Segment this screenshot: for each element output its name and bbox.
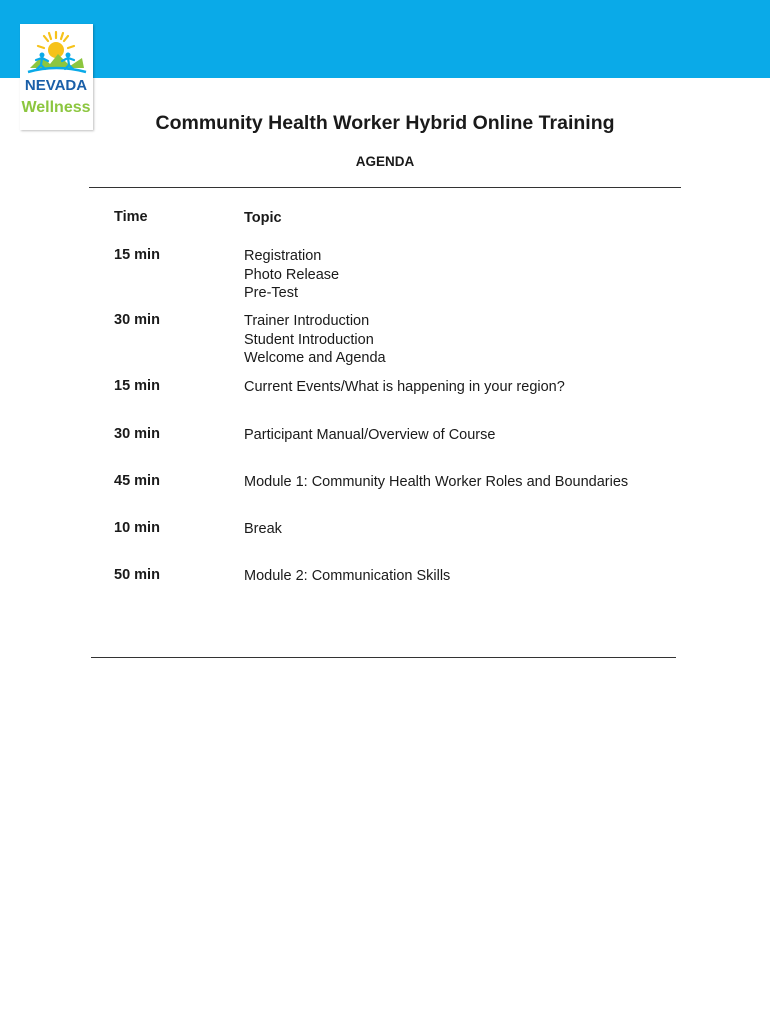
agenda-time: 15 min [114,247,160,263]
header-band [0,0,770,78]
agenda-time: 30 min [114,312,160,328]
agenda-topic [244,567,450,586]
agenda-topic [244,247,339,303]
agenda-topic-line: Participant Manual/Overview of Course [244,427,496,443]
agenda-topic-line: Photo Release [244,266,340,283]
agenda-topic [244,378,565,397]
agenda-time: 45 min [114,473,160,489]
agenda-topic-line: Welcome and Agenda [244,350,386,367]
agenda-topic-line: Module 2: Communication Skills [244,568,451,584]
top-divider [89,187,681,188]
agenda-topic [244,426,495,445]
column-header-topic-label: Topic [244,210,282,226]
bottom-divider [91,657,676,658]
agenda-topic [244,312,386,368]
logo-text-wellness: Wellness [21,99,91,116]
agenda-topic-line: Pre-Test [244,285,298,302]
column-header-topic [244,209,282,228]
agenda-topic-line: Current Events/What is happening in your region? [244,379,565,395]
agenda-time: 50 min [114,567,160,583]
logo-text-nevada: NEVADA [24,77,88,94]
agenda-topic-line: Break [244,521,282,537]
column-header-time: Time [114,209,148,225]
agenda-topic-line: Registration [244,248,322,264]
agenda-time: 15 min [114,378,160,394]
document-title: Community Health Worker Hybrid Online Training [155,112,615,134]
agenda-topic [244,473,628,492]
mountains-icon [30,54,84,68]
agenda-topic-line: Trainer Introduction [244,313,370,329]
agenda-time: 10 min [114,520,160,536]
agenda-topic [244,520,282,539]
document-subtitle: AGENDA [355,154,415,169]
agenda-time: 30 min [114,426,160,442]
agenda-topic-line: Student Introduction [244,331,374,348]
agenda-topic-line: Module 1: Community Health Worker Roles and Boundaries [244,474,629,490]
